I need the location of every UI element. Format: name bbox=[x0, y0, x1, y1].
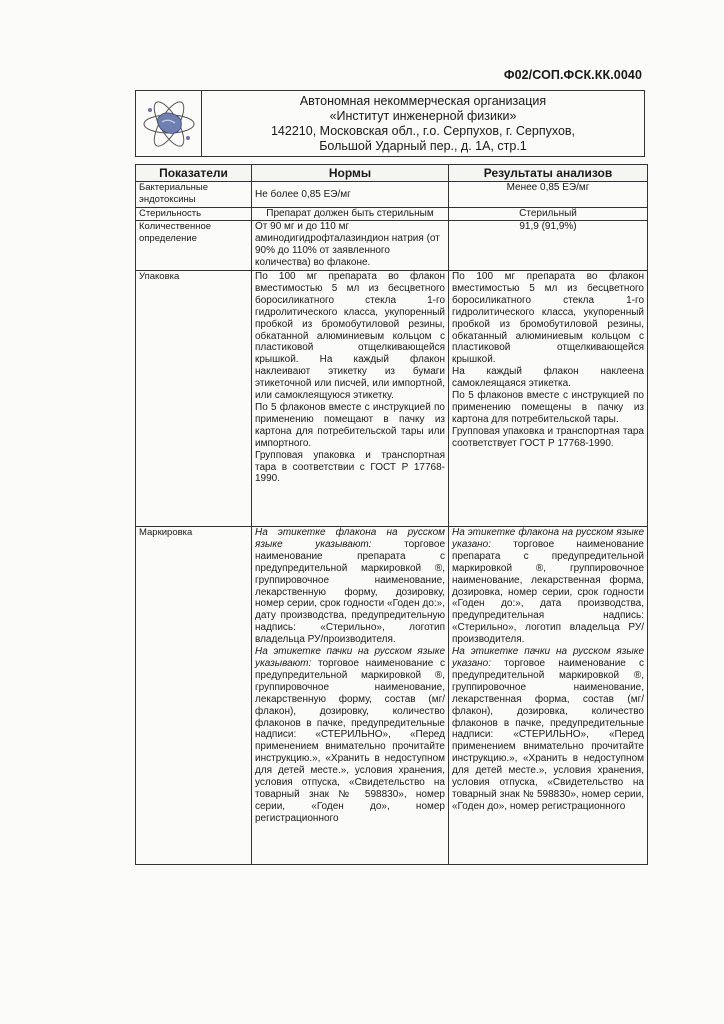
italic-lead: На этикетке пачки на русском языке указано: bbox=[452, 646, 644, 669]
organization-header bbox=[135, 90, 645, 157]
row-norm: От 90 мг и до 110 мг аминодигидрофталазиндион натрия (от 90% до 110% от заявленного количества) во флаконе. bbox=[252, 221, 449, 271]
header-norms: Нормы bbox=[252, 165, 449, 182]
italic-lead: На этикетке флакона на русском языке указано: bbox=[452, 527, 644, 550]
norm-paragraph: Групповая упаковка и транспортная тара в соответствии с ГОСТ Р 17768-1990. bbox=[255, 449, 445, 485]
italic-lead: На этикетке пачки на русском языке указывают: bbox=[255, 646, 445, 669]
result-paragraph bbox=[452, 646, 644, 813]
org-line-2: «Институт инженерной физики» bbox=[329, 108, 517, 123]
row-indicator: Упаковка bbox=[136, 271, 252, 527]
header-results: Результаты анализов bbox=[449, 165, 648, 182]
result-paragraph: По 5 флаконов вместе с инструкцией по применению помещены в пачку из картона для потребительской тары. bbox=[452, 390, 644, 425]
organization-info bbox=[202, 91, 644, 156]
norm-paragraph: По 5 флаконов вместе с инструкцией по применению помещают в пачку из картона для потребительской тары или импортного. bbox=[255, 401, 445, 449]
row-result bbox=[449, 527, 648, 865]
header-indicators: Показатели bbox=[136, 165, 252, 182]
row-indicator: Стерильность bbox=[136, 208, 252, 221]
norm-paragraph bbox=[255, 527, 445, 646]
org-line-1: Автономная некоммерческая организация bbox=[299, 93, 547, 108]
row-norm: Не более 0,85 ЕЭ/мг bbox=[252, 182, 449, 208]
atom-logo-icon bbox=[140, 96, 198, 152]
organization-logo bbox=[136, 91, 202, 156]
result-paragraph: По 100 мг препарата во флакон вместимостью 5 мл из бесцветного боросиликатного стекла 1-го гидролитического класса, укупоренный пробкой из бромобутиловой резины, обкатанный алюминиевым кольцом с пластиковой отщелкивающейся крышкой. bbox=[452, 271, 644, 366]
row-norm bbox=[252, 527, 449, 865]
table-row bbox=[136, 271, 648, 527]
document-code: Ф02/СОП.ФСК.КК.0040 bbox=[503, 68, 642, 82]
table-row bbox=[136, 221, 648, 271]
row-result: Менее 0,85 ЕЭ/мг bbox=[449, 182, 648, 208]
paragraph-text: торговое наименование с предупредительной маркировкой ®, группировочное наименование, лекарственная форма, состав (мг/флакон), дозировка, количество флаконов в пачке, предупредительные надписи: «СТЕРИЛЬНО», «Перед применением внимательно прочитайте инструкцию.», «Хранить в недоступном для детей месте.», условия хранения, условия отпуска, «Свидетельство на товарный знак № 598830», номер серии, «Годен до», номер регистрационного bbox=[452, 657, 644, 812]
row-indicator: Маркировка bbox=[136, 527, 252, 865]
norm-paragraph bbox=[255, 646, 445, 825]
result-paragraph bbox=[452, 527, 644, 646]
result-paragraph: На каждый флакон наклеена самоклеящаяся этикетка. bbox=[452, 366, 644, 390]
paragraph-text: торговое наименование с предупредительной маркировкой ®, группировочное наименование, лекарственную форму, состав (мг/флакон), дозировку, количество флаконов в пачке, предупредительные надписи: «СТЕРИЛЬНО», «Перед применением внимательно прочитайте инструкцию.», «Хранить в недоступном для детей месте.», условия хранения, условия отпуска, «Свидетельство на товарный знак № 598830», номер серии, «Годен до», номер регистрационного bbox=[255, 657, 445, 824]
paragraph-text: торговое наименование препарата с предупредительной маркировкой ®, группировочное наименование, лекарственную форму, дозировку, номер серии, срок годности «Годен до:», дату производства, предупредительную надпись: «Стерильно», логотип владельца РУ/производителя. bbox=[255, 538, 446, 646]
table-row bbox=[136, 527, 648, 865]
result-paragraph: Групповая упаковка и транспортная тара соответствует ГОСТ Р 17768-1990. bbox=[452, 425, 644, 449]
row-norm: Препарат должен быть стерильным bbox=[252, 208, 449, 221]
row-result bbox=[449, 271, 648, 527]
row-result: Стерильный bbox=[449, 208, 648, 221]
row-result: 91,9 (91,9%) bbox=[449, 221, 648, 271]
row-indicator: Количественное определение bbox=[136, 221, 252, 271]
paragraph-text: торговое наименование препарата с предупредительной маркировкой ®, группировочное наименование, лекарственная форма, дозировка, номер серии, срок годности «Годен до:», дата производства, предупредительная надпись: «Стерильно», логотип владельца РУ/производителя. bbox=[452, 538, 644, 646]
norm-paragraph: По 100 мг препарата во флакон вместимостью 5 мл из бесцветного боросиликатного стекла 1-го гидролитического класса, укупоренный пробкой из бромобутиловой резины, обкатанной алюминиевым кольцом с пластиковой отщелкивающейся крышкой. На каждый флакон наклеивают этикетку из бумаги этикеточной или писчей, или импортной, или самоклеящуюся этикетку. bbox=[255, 271, 445, 402]
row-norm bbox=[252, 271, 449, 527]
table-row bbox=[136, 208, 648, 221]
org-line-3: 142210, Московская обл., г.о. Серпухов, г. Серпухов, bbox=[270, 123, 576, 138]
row-indicator: Бактериальные эндотоксины bbox=[136, 182, 252, 208]
table-header-row bbox=[136, 165, 648, 182]
analysis-table bbox=[135, 164, 648, 865]
italic-lead: На этикетке флакона на русском языке указывают: bbox=[255, 527, 445, 550]
table-row bbox=[136, 182, 648, 208]
org-line-4: Большой Ударный пер., д. 1А, стр.1 bbox=[319, 138, 527, 153]
